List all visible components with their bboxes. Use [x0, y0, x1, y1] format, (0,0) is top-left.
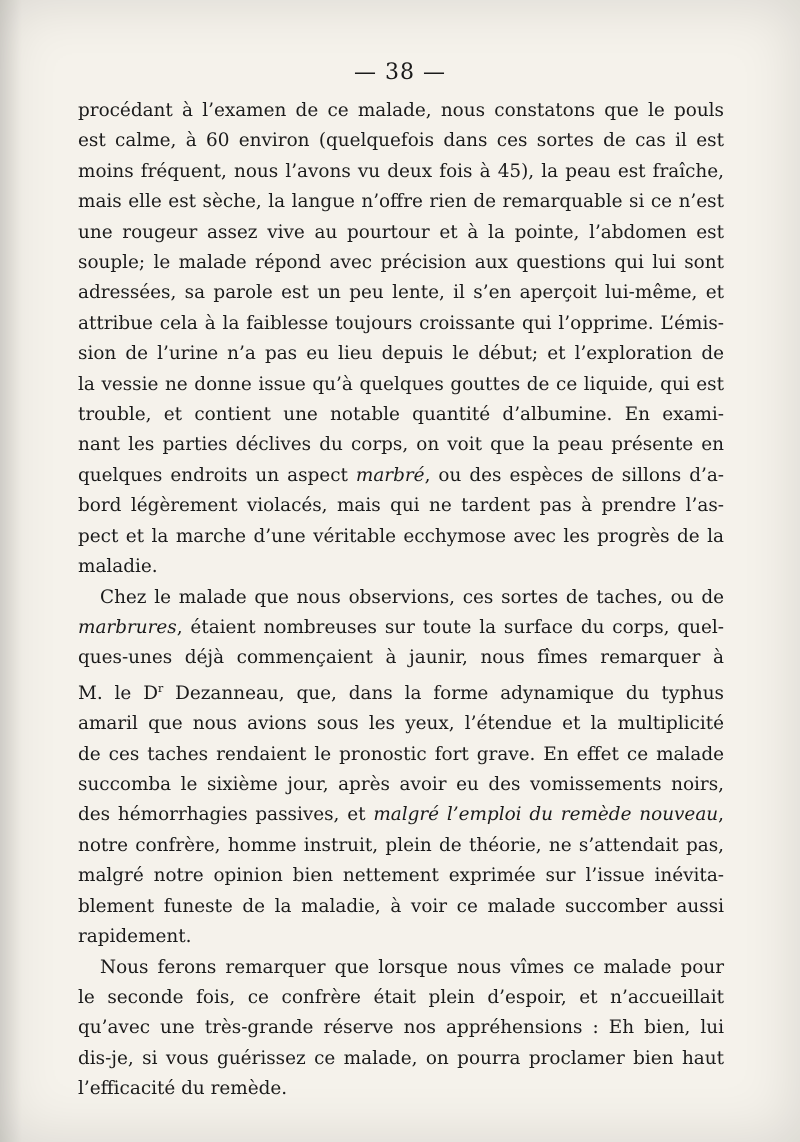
page-number: — 38 — [354, 60, 446, 85]
text-line-with-superscript [78, 674, 724, 710]
text-line: est calme, à 60 environ (quelquefois dans ces sortes de cas il est [78, 130, 724, 152]
text-line: Nous ferons remarquer que lorsque nous vîmes ce malade pour [100, 956, 724, 978]
text-line: trouble, et contient une notable quantité d’albumine. En exami- [78, 404, 724, 426]
text-line: adressées, sa parole est un peu lente, il s’en aperçoit lui-même, et [78, 282, 724, 304]
text-line: qu’avec une très-grande réserve nos appréhensions : Eh bien, lui [78, 1017, 724, 1039]
text-line: mais elle est sèche, la langue n’offre rien de remarquable si ce n’est [78, 191, 724, 213]
text-line-with-italic [78, 613, 724, 643]
text-fragment: quelques endroits un aspect [78, 464, 356, 486]
text-line: bord légèrement violacés, mais qui ne tardent pas à prendre l’as- [78, 495, 724, 517]
italic-term: marbré [355, 464, 425, 486]
paragraph-2 [78, 583, 724, 953]
text-line: malgré notre opinion bien nettement exprimée sur l’issue inévita- [78, 865, 724, 887]
text-line: notre confrère, homme instruit, plein de théorie, ne s’attendait pas, [78, 834, 724, 856]
text-fragment: des hémorrhagies passives, et [78, 804, 374, 826]
text-line: de ces taches rendaient le pronostic fort grave. En effet ce malade [78, 743, 724, 765]
text-line: dis-je, si vous guérissez ce malade, on pourra proclamer bien haut [78, 1047, 724, 1069]
text-line: blement funeste de la maladie, à voir ce malade succomber aussi [78, 895, 724, 917]
text-line: ques-unes déjà commençaient à jaunir, nous fîmes remarquer à [78, 647, 724, 669]
text-line: pect et la marche d’une véritable ecchymose avec les progrès de la [78, 525, 724, 547]
text-fragment: , ou des espèces de sillons d’a- [424, 464, 725, 486]
text-line: l’efficacité du remède. [78, 1078, 288, 1100]
text-fragment: M. le D [78, 682, 158, 704]
italic-phrase: malgré l’emploi du remède nouveau [373, 804, 719, 826]
body-text [78, 96, 724, 1105]
text-line: rapidement. [78, 926, 192, 948]
text-fragment: , [718, 804, 724, 826]
text-line: nant les parties déclives du corps, on voit que la peau présente en [78, 434, 724, 456]
text-line: moins fréquent, nous l’avons vu deux fois à 45), la peau est fraîche, [78, 160, 724, 182]
text-fragment: Dezanneau, que, dans la forme adynamique du typhus [163, 682, 724, 704]
text-fragment: , étaient nombreuses sur toute la surface du corps, quel- [176, 616, 724, 638]
text-line: sion de l’urine n’a pas eu lieu depuis le début; et l’exploration de [78, 343, 724, 365]
text-line: souple; le malade répond avec précision aux questions qui lui sont [78, 252, 724, 274]
paragraph-1 [78, 96, 724, 583]
superscript: r [157, 681, 164, 695]
text-line: amaril que nous avions sous les yeux, l’étendue et la multiplicité [78, 713, 724, 735]
text-line: Chez le malade que nous observions, ces sortes de taches, ou de [100, 586, 724, 608]
text-line: la vessie ne donne issue qu’à quelques gouttes de ce liquide, qui est [78, 373, 724, 395]
text-line: le seconde fois, ce confrère était plein d’espoir, et n’accueillait [78, 986, 724, 1008]
text-line: une rougeur assez vive au pourtour et à la pointe, l’abdomen est [78, 221, 724, 243]
text-line: succomba le sixième jour, après avoir eu des vomissements noirs, [78, 774, 724, 796]
text-line: maladie. [78, 556, 158, 578]
text-line-with-italic [78, 800, 724, 830]
page-gutter-shadow [0, 0, 22, 1142]
paragraph-3 [78, 953, 724, 1105]
text-line-with-italic [78, 461, 724, 491]
italic-term: marbrures [78, 616, 177, 638]
text-line: attribue cela à la faiblesse toujours croissante qui l’opprime. L’émis- [78, 312, 724, 334]
text-line: procédant à l’examen de ce malade, nous constatons que le pouls [78, 100, 724, 121]
